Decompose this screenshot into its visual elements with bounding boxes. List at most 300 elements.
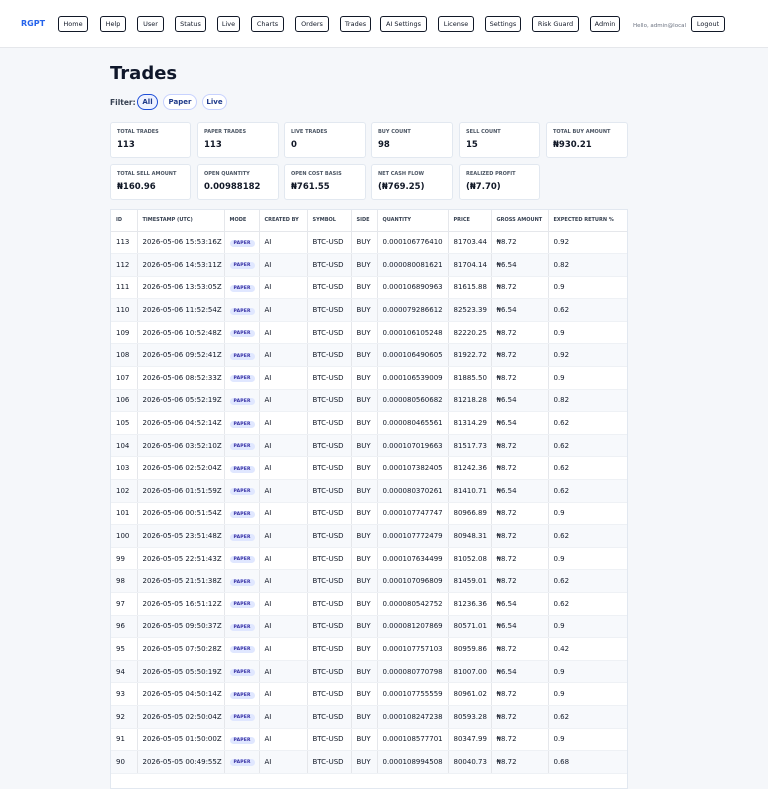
cell-id: 111 [111, 276, 137, 299]
cell-symbol: BTC-USD [307, 525, 351, 548]
stat-value: 0.00988182 [204, 182, 261, 192]
cell-quantity: 0.000108994508 [377, 751, 448, 774]
cell-gross-amount: ₦8.72 [491, 344, 548, 367]
cell-mode [224, 570, 259, 593]
cell-mode [224, 231, 259, 254]
stat-label: SELL COUNT [466, 129, 501, 135]
cell-symbol: BTC-USD [307, 638, 351, 661]
cell-quantity: 0.000079286612 [377, 299, 448, 322]
mode-badge: PAPER [230, 443, 255, 450]
nav-license-button[interactable]: License [438, 16, 474, 32]
cell-mode [224, 705, 259, 728]
cell-mode [224, 344, 259, 367]
cell-mode [224, 683, 259, 706]
cell-price: 80961.02 [448, 683, 491, 706]
cell-side: BUY [351, 525, 377, 548]
cell-created-by: AI [259, 525, 307, 548]
cell-created-by: AI [259, 344, 307, 367]
cell-expected-return: 0.42 [548, 638, 627, 661]
stat-value: 98 [378, 140, 390, 150]
cell-side: BUY [351, 547, 377, 570]
cell-gross-amount: ₦6.54 [491, 660, 548, 683]
column-header-quantity[interactable]: QUANTITY [377, 210, 448, 231]
nav-ai-settings-button[interactable]: AI Settings [380, 16, 427, 32]
cell-quantity: 0.000107019663 [377, 434, 448, 457]
cell-created-by: AI [259, 457, 307, 480]
cell-expected-return: 0.82 [548, 254, 627, 277]
cell-timestamp: 2026-05-06 00:51:54Z [137, 502, 224, 525]
cell-created-by: AI [259, 502, 307, 525]
cell-timestamp: 2026-05-05 07:50:28Z [137, 638, 224, 661]
cell-expected-return: 0.9 [548, 683, 627, 706]
nav-orders-button[interactable]: Orders [295, 16, 329, 32]
cell-id: 110 [111, 299, 137, 322]
cell-timestamp: 2026-05-05 04:50:14Z [137, 683, 224, 706]
cell-quantity: 0.000106105248 [377, 321, 448, 344]
cell-id: 113 [111, 231, 137, 254]
cell-side: BUY [351, 344, 377, 367]
cell-id: 108 [111, 344, 137, 367]
cell-timestamp: 2026-05-06 01:51:59Z [137, 480, 224, 503]
trades-table [111, 210, 628, 774]
cell-price: 80347.99 [448, 728, 491, 751]
cell-timestamp: 2026-05-06 14:53:11Z [137, 254, 224, 277]
cell-timestamp: 2026-05-06 02:52:04Z [137, 457, 224, 480]
cell-symbol: BTC-USD [307, 231, 351, 254]
cell-gross-amount: ₦8.72 [491, 276, 548, 299]
cell-side: BUY [351, 434, 377, 457]
cell-expected-return: 0.9 [548, 367, 627, 390]
cell-created-by: AI [259, 728, 307, 751]
cell-side: BUY [351, 457, 377, 480]
mode-badge: PAPER [230, 669, 255, 676]
cell-id: 93 [111, 683, 137, 706]
cell-side: BUY [351, 502, 377, 525]
stat-value: 113 [117, 140, 135, 150]
mode-badge: PAPER [230, 488, 255, 495]
cell-quantity: 0.000106776410 [377, 231, 448, 254]
cell-mode [224, 480, 259, 503]
cell-quantity: 0.000108247238 [377, 705, 448, 728]
cell-price: 80948.31 [448, 525, 491, 548]
cell-quantity: 0.000080370261 [377, 480, 448, 503]
cell-side: BUY [351, 683, 377, 706]
cell-symbol: BTC-USD [307, 434, 351, 457]
cell-mode [224, 593, 259, 616]
cell-side: BUY [351, 480, 377, 503]
cell-gross-amount: ₦8.72 [491, 705, 548, 728]
cell-mode [224, 276, 259, 299]
stat-card-buy-count [371, 122, 453, 158]
cell-price: 81314.29 [448, 412, 491, 435]
cell-mode [224, 728, 259, 751]
stat-value: (₦769.25) [378, 182, 425, 192]
stat-value: ₦160.96 [117, 182, 156, 192]
table-row[interactable] [111, 434, 627, 457]
cell-id: 95 [111, 638, 137, 661]
cell-created-by: AI [259, 299, 307, 322]
stat-label: BUY COUNT [378, 129, 411, 135]
cell-gross-amount: ₦8.72 [491, 728, 548, 751]
cell-symbol: BTC-USD [307, 412, 351, 435]
nav-trades-button[interactable]: Trades [340, 16, 371, 32]
cell-side: BUY [351, 638, 377, 661]
stat-card-net-cash-flow [371, 164, 453, 200]
cell-expected-return: 0.9 [548, 547, 627, 570]
cell-id: 91 [111, 728, 137, 751]
cell-timestamp: 2026-05-05 22:51:43Z [137, 547, 224, 570]
cell-quantity: 0.000080465561 [377, 412, 448, 435]
stat-card-live-trades [284, 122, 366, 158]
trades-table-container[interactable] [110, 209, 628, 789]
cell-mode [224, 660, 259, 683]
cell-symbol: BTC-USD [307, 276, 351, 299]
mode-badge: PAPER [230, 421, 255, 428]
cell-quantity: 0.000080770798 [377, 660, 448, 683]
cell-expected-return: 0.62 [548, 299, 627, 322]
cell-price: 81615.88 [448, 276, 491, 299]
cell-gross-amount: ₦8.72 [491, 434, 548, 457]
cell-side: BUY [351, 231, 377, 254]
cell-gross-amount: ₦8.72 [491, 570, 548, 593]
cell-quantity: 0.000106890963 [377, 276, 448, 299]
stat-value: 113 [204, 140, 222, 150]
cell-timestamp: 2026-05-06 11:52:54Z [137, 299, 224, 322]
cell-side: BUY [351, 299, 377, 322]
cell-mode [224, 321, 259, 344]
cell-timestamp: 2026-05-06 03:52:10Z [137, 434, 224, 457]
cell-price: 82523.39 [448, 299, 491, 322]
cell-price: 81242.36 [448, 457, 491, 480]
column-header-timestamp[interactable]: TIMESTAMP (UTC) [137, 210, 224, 231]
cell-price: 81885.50 [448, 367, 491, 390]
stat-card-realized-profit [459, 164, 540, 200]
table-row[interactable] [111, 254, 627, 277]
stat-value: 15 [466, 140, 478, 150]
table-row[interactable] [111, 389, 627, 412]
cell-quantity: 0.000106539009 [377, 367, 448, 390]
cell-symbol: BTC-USD [307, 751, 351, 774]
mode-badge: PAPER [230, 353, 255, 360]
cell-mode [224, 547, 259, 570]
cell-price: 80040.73 [448, 751, 491, 774]
cell-mode [224, 751, 259, 774]
table-row[interactable] [111, 276, 627, 299]
page-title: Trades [110, 63, 178, 84]
column-header-gross-amount[interactable]: GROSS AMOUNT [491, 210, 548, 231]
cell-quantity: 0.000080560682 [377, 389, 448, 412]
cell-mode [224, 457, 259, 480]
stat-value: (₦7.70) [466, 182, 501, 192]
cell-quantity: 0.000107382405 [377, 457, 448, 480]
cell-timestamp: 2026-05-06 13:53:05Z [137, 276, 224, 299]
cell-price: 81517.73 [448, 434, 491, 457]
cell-expected-return: 0.9 [548, 615, 627, 638]
nav-settings-button[interactable]: Settings [485, 16, 521, 32]
cell-symbol: BTC-USD [307, 728, 351, 751]
cell-gross-amount: ₦8.72 [491, 547, 548, 570]
filter-live-pill[interactable]: Live [202, 94, 227, 110]
table-row[interactable] [111, 480, 627, 503]
cell-id: 92 [111, 705, 137, 728]
stat-card-total-sell-amount [110, 164, 191, 200]
cell-symbol: BTC-USD [307, 502, 351, 525]
cell-symbol: BTC-USD [307, 299, 351, 322]
cell-created-by: AI [259, 231, 307, 254]
cell-gross-amount: ₦6.54 [491, 389, 548, 412]
stat-value: ₦761.55 [291, 182, 330, 192]
mode-badge: PAPER [230, 624, 255, 631]
cell-mode [224, 615, 259, 638]
cell-gross-amount: ₦8.72 [491, 367, 548, 390]
mode-badge: PAPER [230, 285, 255, 292]
table-row[interactable] [111, 412, 627, 435]
cell-mode [224, 389, 259, 412]
table-row[interactable] [111, 751, 627, 774]
cell-expected-return: 0.9 [548, 728, 627, 751]
nav-status-button[interactable]: Status [175, 16, 206, 32]
cell-symbol: BTC-USD [307, 570, 351, 593]
cell-price: 81922.72 [448, 344, 491, 367]
cell-symbol: BTC-USD [307, 593, 351, 616]
cell-side: BUY [351, 615, 377, 638]
table-header-row [111, 210, 627, 231]
table-row[interactable] [111, 231, 627, 254]
cell-quantity: 0.000080542752 [377, 593, 448, 616]
cell-price: 80571.01 [448, 615, 491, 638]
cell-mode [224, 367, 259, 390]
cell-expected-return: 0.92 [548, 344, 627, 367]
cell-symbol: BTC-USD [307, 457, 351, 480]
cell-mode [224, 254, 259, 277]
cell-expected-return: 0.9 [548, 660, 627, 683]
table-row[interactable] [111, 299, 627, 322]
cell-price: 80959.86 [448, 638, 491, 661]
cell-created-by: AI [259, 276, 307, 299]
cell-id: 99 [111, 547, 137, 570]
table-row[interactable] [111, 344, 627, 367]
cell-timestamp: 2026-05-05 16:51:12Z [137, 593, 224, 616]
cell-symbol: BTC-USD [307, 367, 351, 390]
cell-id: 97 [111, 593, 137, 616]
nav-user-button[interactable]: User [137, 16, 164, 32]
table-row[interactable] [111, 593, 627, 616]
mode-badge: PAPER [230, 737, 255, 744]
cell-mode [224, 502, 259, 525]
table-row[interactable] [111, 321, 627, 344]
cell-price: 81704.14 [448, 254, 491, 277]
brand-link[interactable]: RGPT [21, 19, 46, 28]
stat-value: 0 [291, 140, 297, 150]
cell-expected-return: 0.62 [548, 525, 627, 548]
cell-timestamp: 2026-05-06 08:52:33Z [137, 367, 224, 390]
cell-expected-return: 0.62 [548, 705, 627, 728]
cell-side: BUY [351, 705, 377, 728]
nav-home-button[interactable]: Home [58, 16, 88, 32]
cell-expected-return: 0.9 [548, 321, 627, 344]
cell-created-by: AI [259, 615, 307, 638]
cell-symbol: BTC-USD [307, 615, 351, 638]
mode-badge: PAPER [230, 692, 255, 699]
table-row[interactable] [111, 683, 627, 706]
stat-label: OPEN COST BASIS [291, 171, 342, 177]
cell-expected-return: 0.9 [548, 276, 627, 299]
cell-created-by: AI [259, 434, 307, 457]
cell-timestamp: 2026-05-06 04:52:14Z [137, 412, 224, 435]
cell-side: BUY [351, 367, 377, 390]
table-row[interactable] [111, 638, 627, 661]
cell-expected-return: 0.62 [548, 412, 627, 435]
cell-timestamp: 2026-05-05 00:49:55Z [137, 751, 224, 774]
table-row[interactable] [111, 367, 627, 390]
column-header-created-by[interactable]: CREATED BY [259, 210, 307, 231]
cell-price: 81236.36 [448, 593, 491, 616]
stat-label: TOTAL TRADES [117, 129, 159, 135]
cell-symbol: BTC-USD [307, 547, 351, 570]
cell-id: 94 [111, 660, 137, 683]
stat-card-sell-count [459, 122, 540, 158]
nav-help-button[interactable]: Help [100, 16, 126, 32]
stat-card-open-quantity [197, 164, 279, 200]
cell-mode [224, 412, 259, 435]
top-navbar [0, 0, 768, 48]
table-row[interactable] [111, 660, 627, 683]
mode-badge: PAPER [230, 579, 255, 586]
mode-badge: PAPER [230, 646, 255, 653]
mode-badge: PAPER [230, 240, 255, 247]
cell-quantity: 0.000107634499 [377, 547, 448, 570]
cell-price: 81007.00 [448, 660, 491, 683]
cell-timestamp: 2026-05-06 10:52:48Z [137, 321, 224, 344]
column-header-symbol[interactable]: SYMBOL [307, 210, 351, 231]
table-row[interactable] [111, 705, 627, 728]
column-header-price[interactable]: PRICE [448, 210, 491, 231]
mode-badge: PAPER [230, 308, 255, 315]
cell-price: 81410.71 [448, 480, 491, 503]
cell-side: BUY [351, 254, 377, 277]
nav-live-button[interactable]: Live [217, 16, 240, 32]
table-body [111, 231, 627, 773]
cell-side: BUY [351, 276, 377, 299]
cell-quantity: 0.000107096809 [377, 570, 448, 593]
cell-timestamp: 2026-05-05 05:50:19Z [137, 660, 224, 683]
cell-expected-return: 0.62 [548, 593, 627, 616]
cell-price: 80966.89 [448, 502, 491, 525]
column-header-id[interactable]: ID [111, 210, 137, 231]
filter-all-pill[interactable]: All [137, 94, 158, 110]
cell-created-by: AI [259, 705, 307, 728]
cell-mode [224, 299, 259, 322]
table-row[interactable] [111, 502, 627, 525]
column-header-mode[interactable]: MODE [224, 210, 259, 231]
table-row[interactable] [111, 570, 627, 593]
cell-created-by: AI [259, 547, 307, 570]
cell-id: 112 [111, 254, 137, 277]
table-row[interactable] [111, 547, 627, 570]
cell-gross-amount: ₦8.72 [491, 502, 548, 525]
cell-id: 101 [111, 502, 137, 525]
cell-created-by: AI [259, 321, 307, 344]
column-header-side[interactable]: SIDE [351, 210, 377, 231]
stat-card-total-trades [110, 122, 191, 158]
cell-gross-amount: ₦6.54 [491, 593, 548, 616]
table-row[interactable] [111, 525, 627, 548]
cell-side: BUY [351, 593, 377, 616]
cell-timestamp: 2026-05-06 15:53:16Z [137, 231, 224, 254]
table-row[interactable] [111, 457, 627, 480]
cell-gross-amount: ₦8.72 [491, 751, 548, 774]
cell-expected-return: 0.9 [548, 502, 627, 525]
cell-gross-amount: ₦8.72 [491, 683, 548, 706]
cell-price: 81218.28 [448, 389, 491, 412]
cell-quantity: 0.000106490605 [377, 344, 448, 367]
cell-side: BUY [351, 389, 377, 412]
filter-label: Filter: [110, 98, 136, 107]
cell-gross-amount: ₦6.54 [491, 254, 548, 277]
logout-button[interactable]: Logout [691, 16, 725, 32]
mode-badge: PAPER [230, 466, 255, 473]
mode-badge: PAPER [230, 714, 255, 721]
cell-id: 105 [111, 412, 137, 435]
mode-badge: PAPER [230, 601, 255, 608]
user-greeting: Hello, admin@local [633, 23, 686, 29]
cell-gross-amount: ₦6.54 [491, 615, 548, 638]
filter-paper-pill[interactable]: Paper [163, 94, 197, 110]
cell-id: 104 [111, 434, 137, 457]
cell-side: BUY [351, 570, 377, 593]
cell-symbol: BTC-USD [307, 344, 351, 367]
cell-gross-amount: ₦8.72 [491, 638, 548, 661]
cell-price: 81459.01 [448, 570, 491, 593]
nav-risk-guard-button[interactable]: Risk Guard [532, 16, 579, 32]
cell-price: 81052.08 [448, 547, 491, 570]
column-header-expected-return[interactable]: EXPECTED RETURN % [548, 210, 627, 231]
cell-timestamp: 2026-05-05 09:50:37Z [137, 615, 224, 638]
cell-quantity: 0.000107747747 [377, 502, 448, 525]
cell-symbol: BTC-USD [307, 254, 351, 277]
cell-side: BUY [351, 321, 377, 344]
cell-side: BUY [351, 412, 377, 435]
cell-side: BUY [351, 660, 377, 683]
cell-created-by: AI [259, 593, 307, 616]
cell-mode [224, 525, 259, 548]
mode-badge: PAPER [230, 398, 255, 405]
cell-gross-amount: ₦6.54 [491, 299, 548, 322]
cell-quantity: 0.000081207869 [377, 615, 448, 638]
cell-expected-return: 0.82 [548, 389, 627, 412]
stat-value: ₦930.21 [553, 140, 592, 150]
table-row[interactable] [111, 615, 627, 638]
cell-timestamp: 2026-05-06 09:52:41Z [137, 344, 224, 367]
cell-quantity: 0.000107757103 [377, 638, 448, 661]
cell-price: 80593.28 [448, 705, 491, 728]
cell-created-by: AI [259, 660, 307, 683]
nav-charts-button[interactable]: Charts [251, 16, 284, 32]
cell-created-by: AI [259, 412, 307, 435]
stat-card-total-buy-amount [546, 122, 628, 158]
cell-quantity: 0.000107755559 [377, 683, 448, 706]
cell-symbol: BTC-USD [307, 660, 351, 683]
cell-symbol: BTC-USD [307, 480, 351, 503]
cell-gross-amount: ₦8.72 [491, 457, 548, 480]
cell-timestamp: 2026-05-06 05:52:19Z [137, 389, 224, 412]
stat-label: TOTAL SELL AMOUNT [117, 171, 177, 177]
mode-badge: PAPER [230, 511, 255, 518]
cell-expected-return: 0.62 [548, 570, 627, 593]
table-row[interactable] [111, 728, 627, 751]
cell-gross-amount: ₦6.54 [491, 412, 548, 435]
nav-admin-button[interactable]: Admin [590, 16, 620, 32]
